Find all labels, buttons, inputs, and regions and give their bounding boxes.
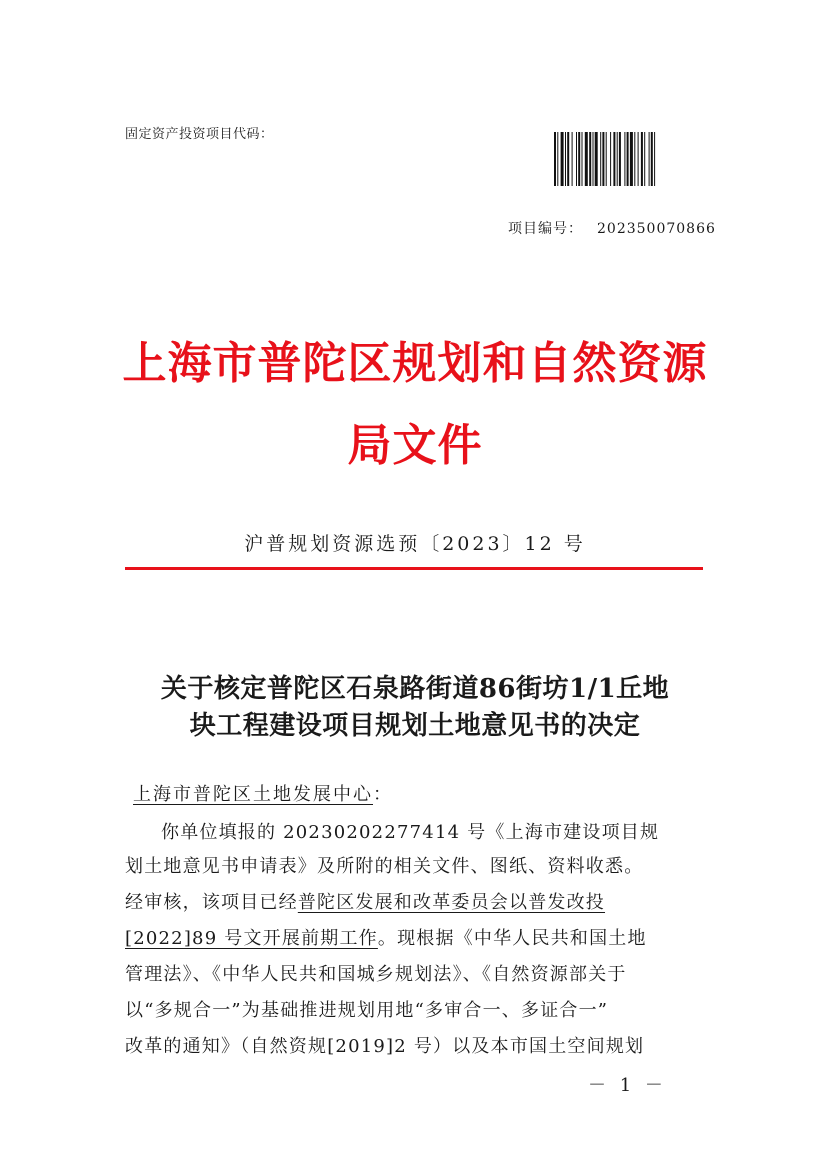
body-line-6: 以“多规合一”为基础推进规划用地“多审合一、多证合一” (125, 1000, 609, 1021)
body-line-7: 改革的通知》（自然资规[2019]2 号）以及本市国土空间规划 (125, 1036, 645, 1057)
red-divider (125, 567, 703, 570)
body-line-5: 管理法》、《中华人民共和国城乡规划法》、《自然资源部关于 (125, 964, 627, 985)
masthead-line-1: 上海市普陀区规划和自然资源 (122, 338, 708, 389)
subject-line-1: 关于核定普陀区石泉路街道86街坊1/1丘地 (160, 674, 670, 704)
body-line-2: 划土地意见书申请表》及所附的相关文件、图纸、资料收悉。 (125, 856, 644, 877)
project-number-value: 202350070866 (597, 221, 716, 237)
barcode-image (554, 132, 690, 186)
body-line-3 (125, 888, 703, 914)
addressee-colon: ： (373, 784, 393, 805)
body-line-4-post: 。现根据《中华人民共和国土地 (377, 928, 647, 949)
body-line-4-underlined: [2022]89 号文开展前期工作 (125, 928, 378, 949)
body-line-4 (125, 924, 703, 950)
addressee (125, 780, 393, 806)
body-line-1: 你单位填报的 20230202277414 号《上海市建设项目规 (161, 822, 660, 843)
body-line-3-pre: 经审核，该项目已经 (125, 892, 298, 913)
document-number: 沪普规划资源选预〔2023〕12 号 (244, 533, 586, 555)
addressee-name: 上海市普陀区土地发展中心 (133, 784, 373, 805)
project-number (508, 218, 716, 238)
page-number: － 1 － (588, 1075, 667, 1096)
subject-line-2: 块工程建设项目规划土地意见书的决定 (189, 711, 641, 741)
body-line-3-underlined: 普陀区发展和改革委员会以普发改投 (297, 892, 606, 913)
project-number-label: 项目编号： (508, 221, 583, 237)
masthead-line-2: 局文件 (347, 420, 483, 471)
investment-code-label: 固定资产投资项目代码： (125, 127, 274, 142)
